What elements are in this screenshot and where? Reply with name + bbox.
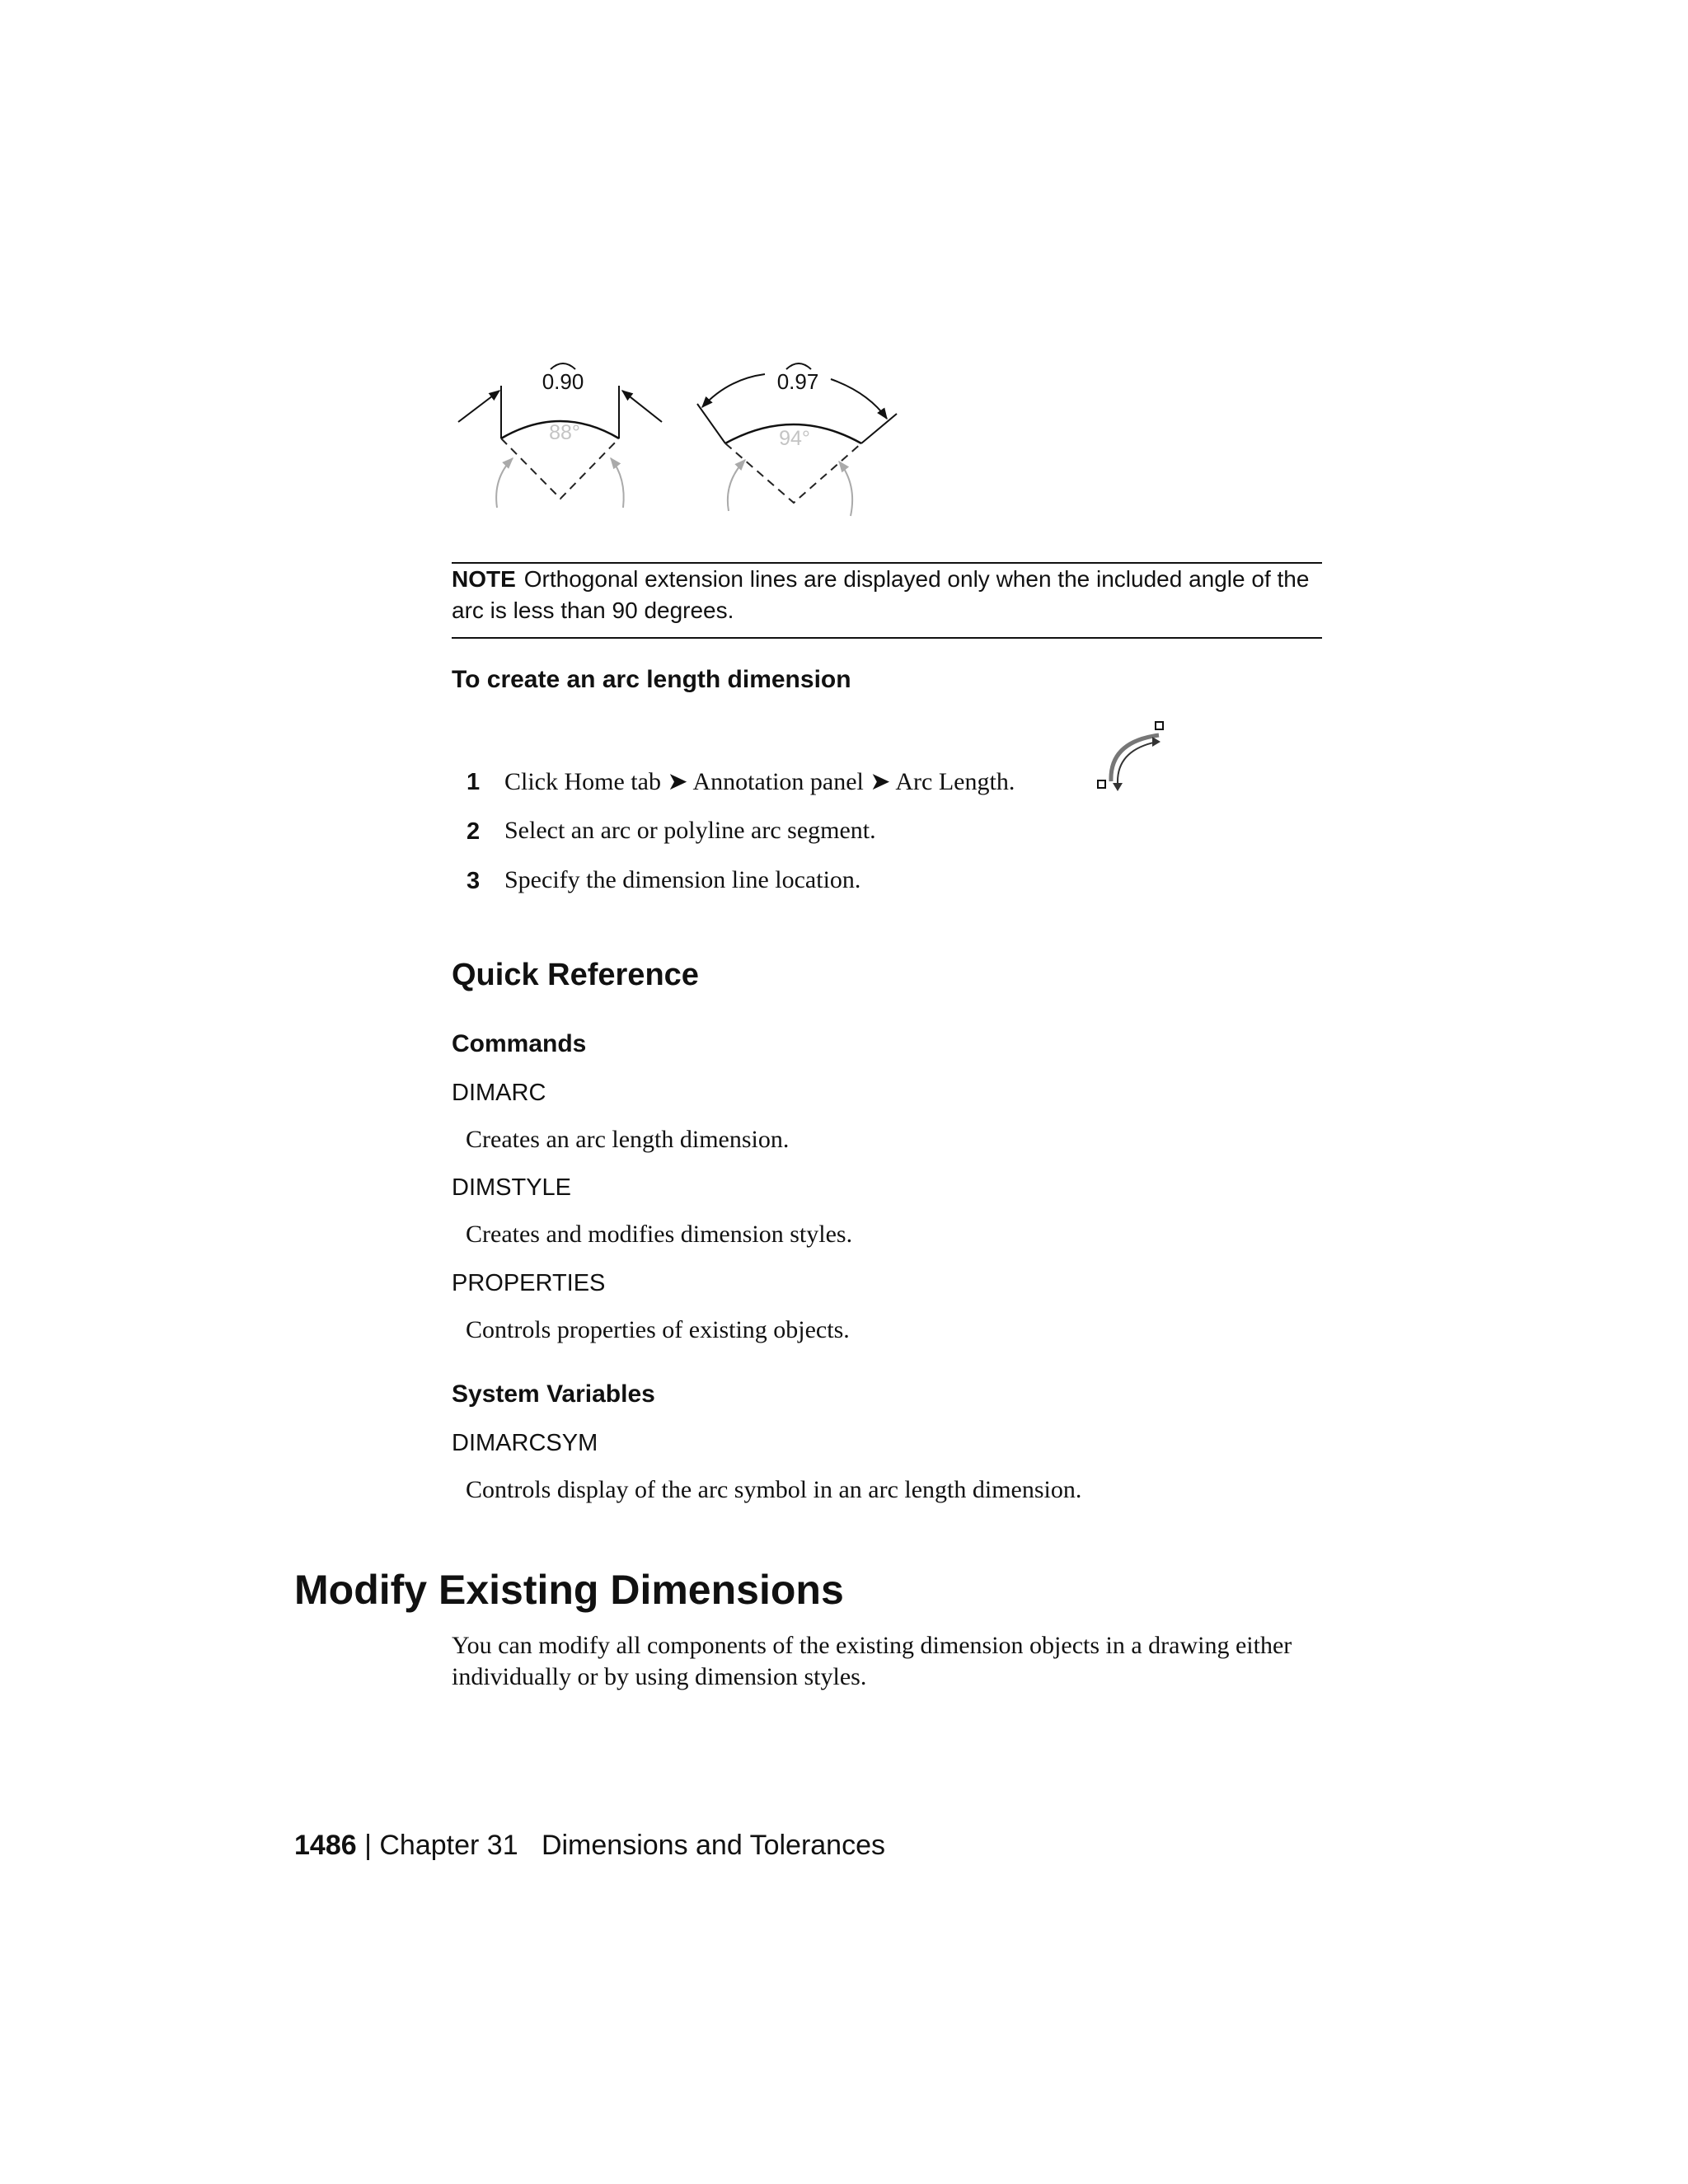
command-name-dimarc: DIMARC bbox=[452, 1080, 546, 1106]
page-number: 1486 bbox=[294, 1830, 357, 1861]
step-text: Specify the dimension line location. bbox=[504, 866, 861, 893]
arc-dimension-figure bbox=[452, 346, 913, 527]
note-label: NOTE bbox=[452, 566, 516, 592]
command-description: Creates and modifies dimension styles. bbox=[466, 1221, 853, 1248]
step-number: 2 bbox=[467, 818, 481, 845]
arc-length-icon bbox=[1095, 717, 1167, 796]
footer-chapter: Chapter 31 bbox=[379, 1830, 518, 1861]
system-variables-heading: System Variables bbox=[452, 1380, 655, 1408]
left-dimension-text: 0.90 bbox=[542, 369, 584, 394]
step-text: Select an arc or polyline arc segment. bbox=[504, 817, 876, 844]
footer-separator: | bbox=[356, 1830, 380, 1861]
quick-reference-heading: Quick Reference bbox=[452, 958, 699, 992]
procedure-title: To create an arc length dimension bbox=[452, 666, 851, 693]
section-title: Modify Existing Dimensions bbox=[294, 1567, 844, 1613]
note-text: Orthogonal extension lines are displayed only when the included angle of the arc is less than 90 degrees. bbox=[452, 566, 1310, 623]
procedure-step bbox=[452, 865, 1276, 902]
commands-heading: Commands bbox=[452, 1030, 587, 1057]
right-angle-text: 94° bbox=[779, 427, 810, 450]
sysvar-name-dimarcsym: DIMARCSYM bbox=[452, 1430, 598, 1456]
right-arc-example bbox=[697, 363, 897, 516]
command-name-properties: PROPERTIES bbox=[452, 1270, 606, 1296]
sysvar-description: Controls display of the arc symbol in an arc length dimension. bbox=[466, 1476, 1082, 1503]
command-name-dimstyle: DIMSTYLE bbox=[452, 1174, 572, 1201]
left-arc-example bbox=[458, 363, 662, 508]
left-angle-text: 88° bbox=[549, 421, 580, 444]
footer-chapter-title: Dimensions and Tolerances bbox=[541, 1830, 886, 1861]
step-number: 1 bbox=[467, 769, 481, 795]
page-footer bbox=[294, 1830, 885, 1862]
section-body: You can modify all components of the existing dimension objects in a drawing either individually or by using dimension styles. bbox=[452, 1632, 1292, 1690]
procedure-step bbox=[452, 815, 1276, 853]
note-bottom-rule bbox=[452, 637, 1322, 639]
command-description: Creates an arc length dimension. bbox=[466, 1126, 790, 1153]
right-dimension-text: 0.97 bbox=[776, 369, 819, 394]
step-text: Click Home tab ➤ Annotation panel ➤ Arc Length. bbox=[504, 768, 1015, 795]
step-number: 3 bbox=[467, 868, 481, 894]
command-description: Controls properties of existing objects. bbox=[466, 1316, 850, 1343]
note-block bbox=[452, 564, 1324, 626]
